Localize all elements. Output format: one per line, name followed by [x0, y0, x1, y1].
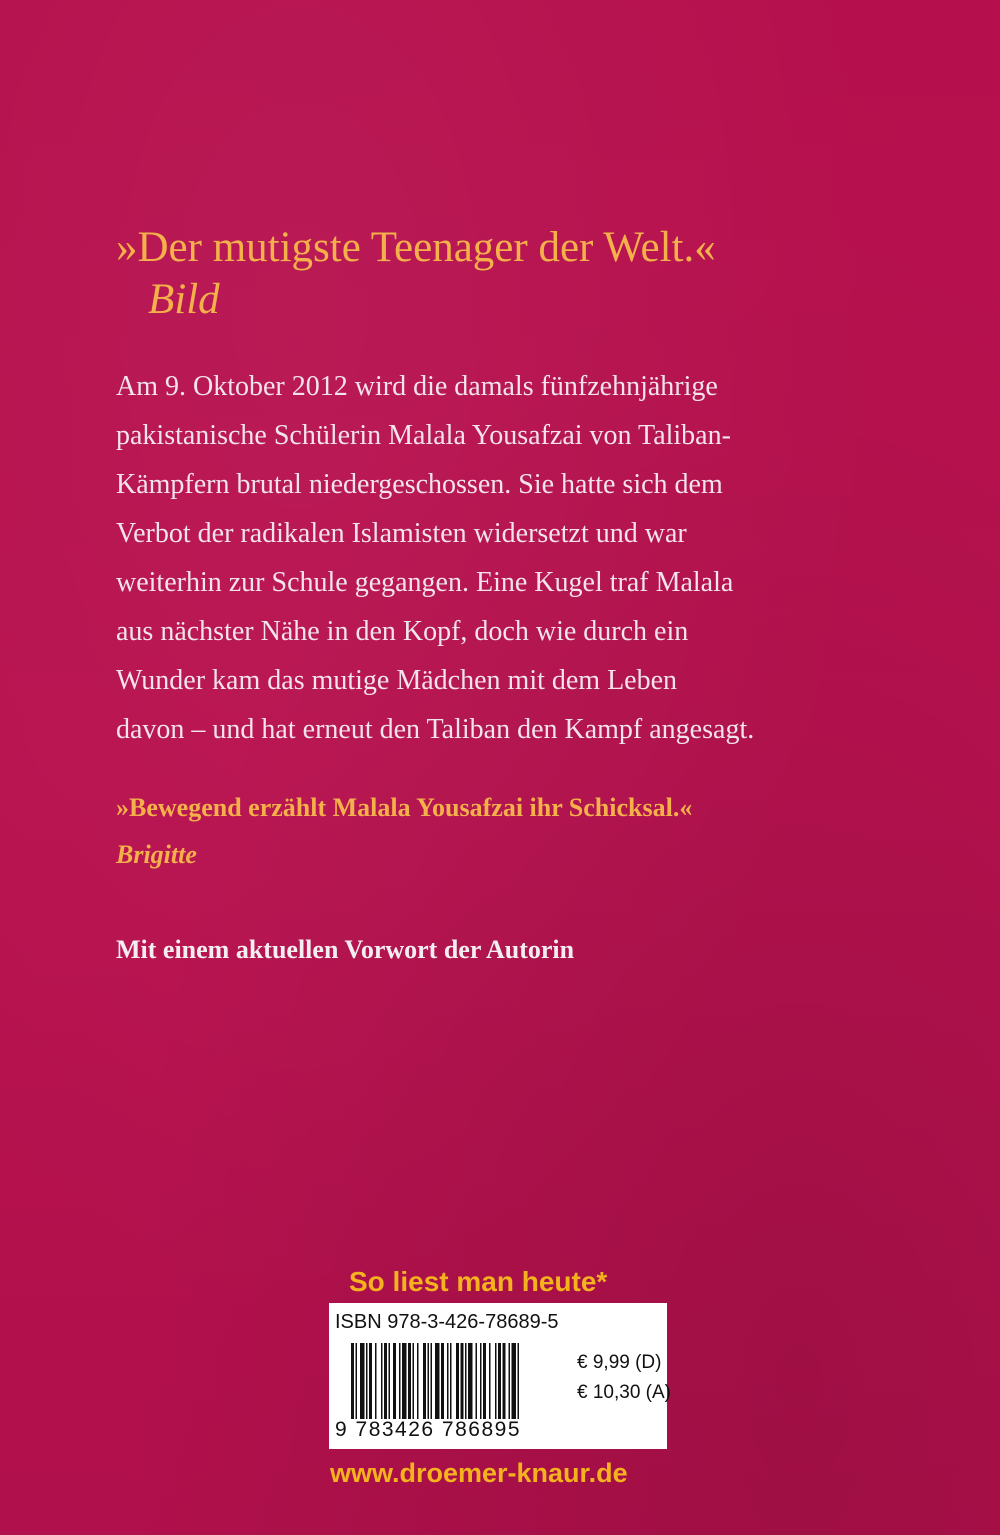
barcode-bar	[389, 1343, 391, 1419]
barcode-bar	[402, 1343, 407, 1419]
barcode-bar	[369, 1343, 372, 1419]
foreword-note: Mit einem aktuellen Vorwort der Autorin	[116, 935, 575, 964]
blurb-text	[116, 362, 856, 754]
barcode-bar	[356, 1343, 358, 1419]
barcode-bar	[503, 1343, 506, 1419]
barcode-bar	[476, 1343, 478, 1419]
barcode-bar	[435, 1343, 440, 1419]
barcode-bar	[483, 1343, 486, 1419]
second-quote-source: Brigitte	[116, 840, 197, 869]
blurb-line: davon – und hat erneut den Taliban den Kampf angesagt.	[116, 714, 755, 745]
second-quote-text: »Bewegend erzählt Malala Yousafzai ihr Schicksal.«	[116, 793, 693, 822]
barcode-bar	[509, 1343, 511, 1419]
barcode-bar	[518, 1343, 520, 1419]
blurb-line: aus nächster Nähe in den Kopf, doch wie durch ein	[116, 616, 689, 647]
second-quote	[116, 784, 876, 878]
barcode-bars	[351, 1343, 567, 1419]
blurb-line: Kämpfern brutal niedergeschossen. Sie hatte sich dem	[116, 469, 723, 500]
main-quote-source: Bild	[148, 276, 220, 323]
barcode-bar	[423, 1343, 426, 1419]
barcode-bar	[495, 1343, 497, 1419]
barcode-bar	[456, 1343, 459, 1419]
blurb-line: weiterhin zur Schule gegangen. Eine Kugel traf Malala	[116, 567, 734, 598]
barcode-bar	[408, 1343, 411, 1419]
publisher-website: www.droemer-knaur.de	[330, 1458, 628, 1488]
barcode-bar	[450, 1343, 452, 1419]
barcode-bar	[351, 1343, 354, 1419]
barcode-bar	[489, 1343, 491, 1419]
isbn-text: ISBN 978-3-426-78689-5	[335, 1311, 559, 1333]
blurb-line: Verbot der radikalen Islamisten widersetzt und war	[116, 518, 687, 549]
barcode-bar	[417, 1343, 419, 1419]
barcode-label	[329, 1303, 671, 1449]
blurb-line: pakistanische Schülerin Malala Yousafzai von Taliban-	[116, 420, 731, 451]
price-austria: € 10,30 (A)	[577, 1382, 671, 1403]
barcode-bar	[399, 1343, 401, 1419]
price-germany: € 9,99 (D)	[577, 1352, 662, 1373]
barcode-bar	[441, 1343, 444, 1419]
main-quote-text: »Der mutigste Teenager der Welt.«	[116, 224, 716, 271]
barcode-bar	[498, 1343, 501, 1419]
barcode-bar	[381, 1343, 383, 1419]
barcode-bar	[366, 1343, 368, 1419]
barcode-bar	[468, 1343, 473, 1419]
barcode-bar	[465, 1343, 467, 1419]
barcode-bar	[461, 1343, 464, 1419]
barcode-bar	[384, 1343, 387, 1419]
barcode-bar	[360, 1343, 365, 1419]
barcode-bar	[480, 1343, 482, 1419]
barcode-bar	[428, 1343, 430, 1419]
barcode-bar	[375, 1343, 377, 1419]
barcode-bar	[447, 1343, 449, 1419]
blurb-line: Am 9. Oktober 2012 wird die damals fünfzehnjährige	[116, 371, 718, 402]
main-quote	[116, 222, 876, 326]
blurb-line: Wunder kam das mutige Mädchen mit dem Leben	[116, 665, 678, 696]
publisher-tagline: So liest man heute*	[349, 1266, 608, 1297]
barcode-bar	[431, 1343, 433, 1419]
barcode-bar	[512, 1343, 517, 1419]
barcode-digits: 9 783426 786895	[335, 1418, 521, 1441]
barcode-bar	[393, 1343, 396, 1419]
barcode-bar	[413, 1343, 415, 1419]
